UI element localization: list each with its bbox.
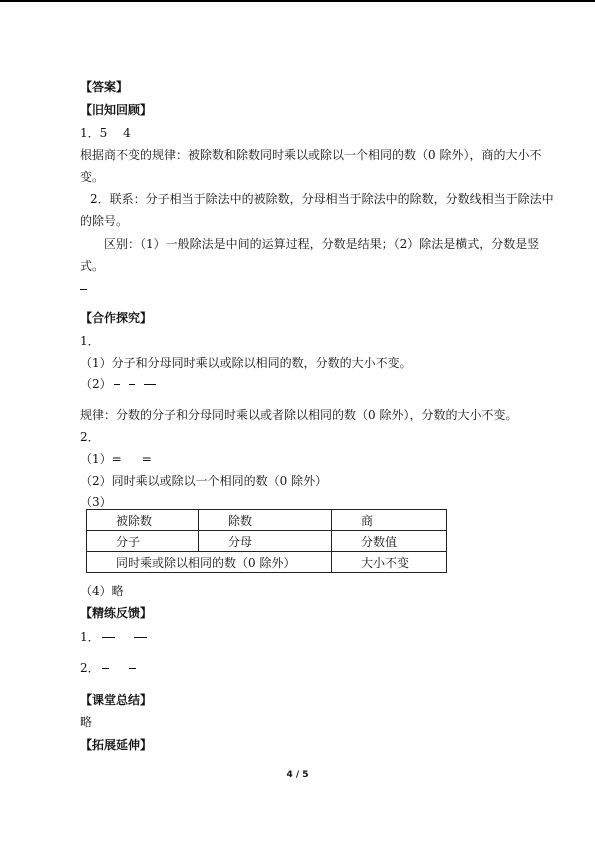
table-cell: 被除数 [87, 510, 199, 531]
explore-item-2: 2． [80, 430, 100, 444]
explore-rule: 规律：分数的分子和分母同时乘以或者除以相同的数（0 除外），分数的大小不变。 [80, 408, 518, 422]
page-number: 4 / 5 [286, 770, 309, 780]
table-cell: 除数 [199, 510, 332, 531]
explore-item-2-2: （2）同时乘以或除以一个相同的数（0 除外） [80, 474, 328, 488]
table-cell: 同时乘或除以相同的数（0 除外） [87, 552, 332, 573]
fraction-bar-glyph [102, 637, 115, 638]
table-row [87, 552, 447, 573]
review-q1: 1．5 4 [80, 126, 131, 140]
table-cell: 商 [332, 510, 447, 531]
explore-item-1-1: （1）分子和分母同时乘以或除以相同的数，分数的大小不变。 [80, 356, 412, 370]
practice-item-1 [80, 630, 147, 644]
division-fraction-table [86, 509, 447, 573]
summary-body: 略 [80, 715, 93, 729]
explore-item-1-2-label: （2） [80, 377, 112, 391]
fraction-bar-glyph [114, 384, 120, 385]
review-rule-line2: 变。 [80, 170, 105, 184]
review-diff-line1: 区别：（1）一般除法是中间的运算过程，分数是结果；（2）除法是横式，分数是竖 [104, 237, 540, 251]
table-cell: 大小不变 [332, 552, 447, 573]
explore-heading: 【合作探究】 [80, 311, 153, 325]
fraction-bar-glyph [80, 282, 87, 296]
answer-heading: 【答案】 [80, 80, 129, 94]
table-cell: 分数值 [332, 531, 447, 552]
review-q2-line2: 的除号。 [80, 214, 129, 228]
practice-item-1-label: 1． [80, 630, 100, 644]
practice-item-2 [80, 661, 136, 675]
fraction-bar-glyph [129, 384, 135, 385]
fraction-bar-glyph [144, 384, 156, 385]
practice-heading: 【精练反馈】 [80, 606, 153, 620]
explore-item-1-2 [80, 377, 156, 391]
page-top-rule [0, 0, 595, 2]
review-q2-line1: 2．联系：分子相当于除法中的被除数，分母相当于除法中的除数，分数线相当于除法中 [90, 192, 554, 206]
explore-item-2-4: （4）略 [80, 584, 124, 598]
equals-sign: = [111, 452, 122, 466]
review-diff-line2: 式。 [80, 259, 105, 273]
explore-item-1: 1． [80, 334, 100, 348]
explore-item-2-3: （3） [80, 495, 112, 509]
explore-item-2-1 [80, 452, 152, 466]
fraction-bar-glyph [102, 668, 109, 669]
table-cell: 分子 [87, 531, 199, 552]
extend-heading: 【拓展延伸】 [80, 738, 153, 752]
practice-item-2-label: 2． [80, 661, 100, 675]
review-rule-line1: 根据商不变的规律：被除数和除数同时乘以或除以一个相同的数（0 除外），商的大小不 [80, 148, 542, 162]
explore-item-2-1-label: （1） [80, 452, 112, 466]
table-row [87, 510, 447, 531]
table-cell: 分母 [199, 531, 332, 552]
fraction-bar-glyph [129, 668, 136, 669]
review-heading: 【旧知回顾】 [80, 103, 153, 117]
equals-sign: = [141, 452, 152, 466]
fraction-bar-glyph [134, 637, 147, 638]
summary-heading: 【课堂总结】 [80, 693, 153, 707]
table-row [87, 531, 447, 552]
